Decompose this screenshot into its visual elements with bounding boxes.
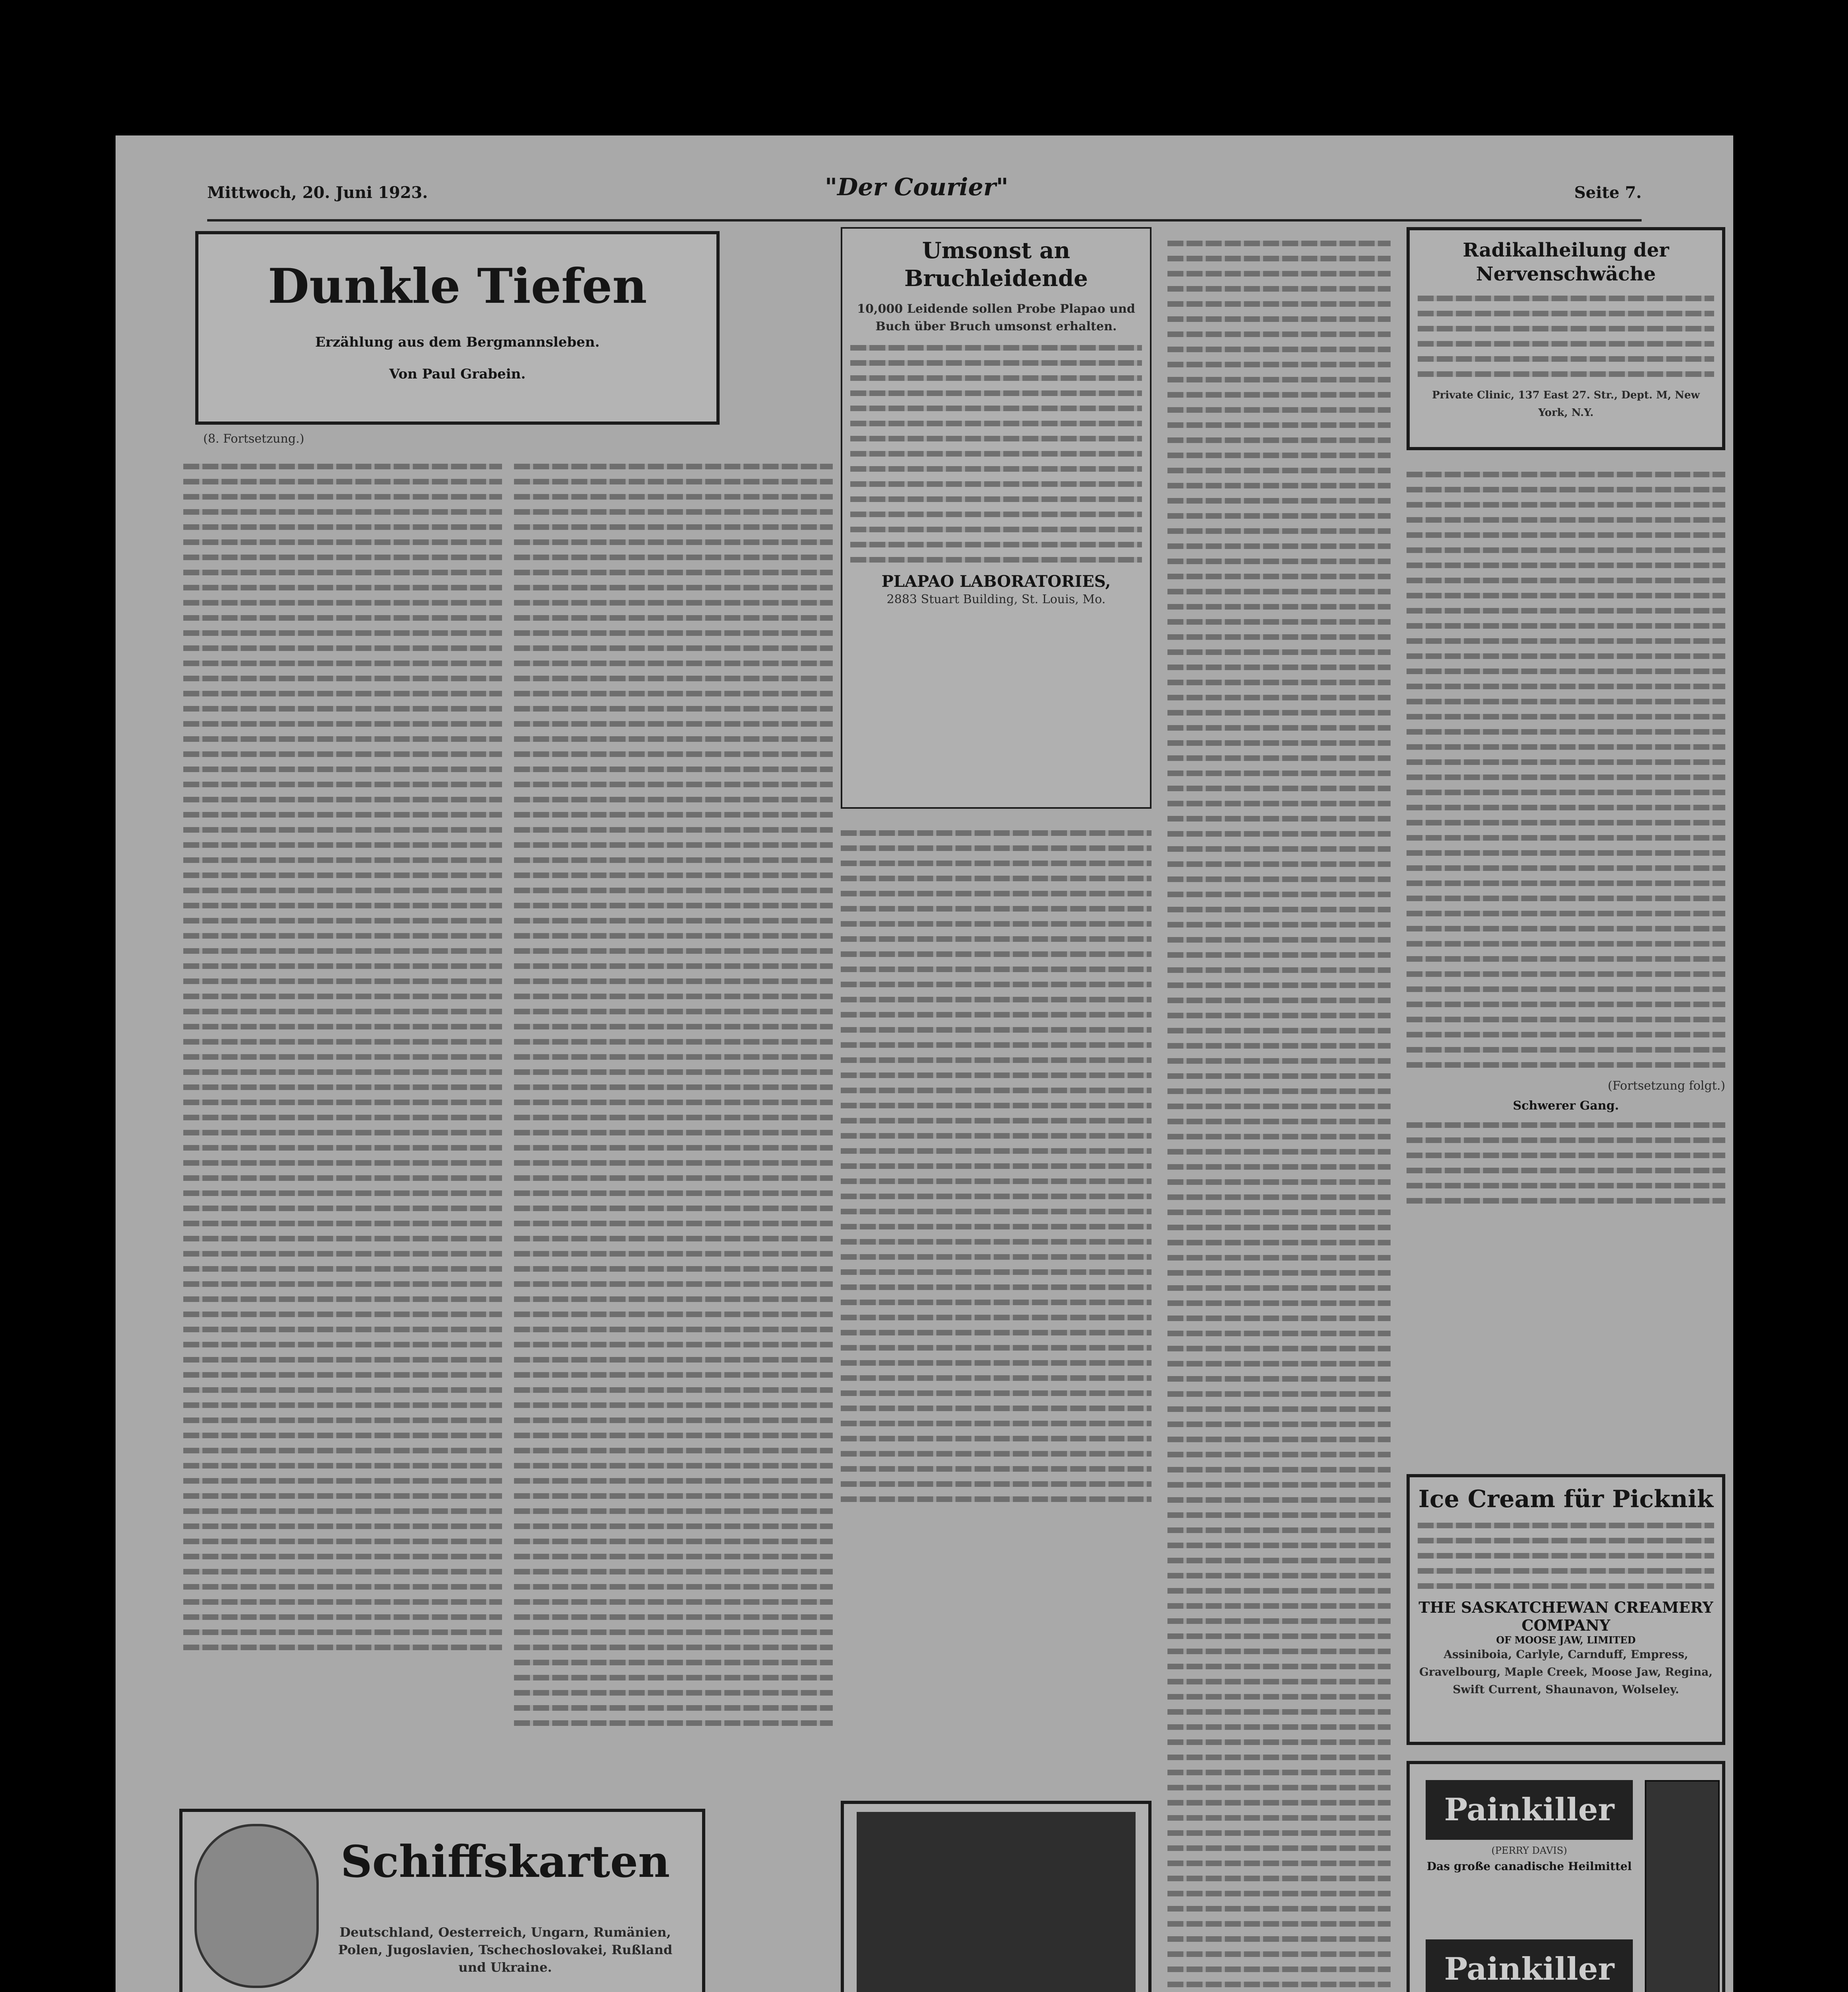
story-column-5 <box>1407 462 1725 1213</box>
story-title-box <box>195 231 720 425</box>
painkiller-brand-top: Painkiller <box>1426 1780 1633 1840</box>
story-title: Dunkle Tiefen <box>268 258 647 314</box>
schwerer-gang-title: Schwerer Gang. <box>1513 1099 1619 1113</box>
header-date: Mittwoch, 20. Juni 1923. <box>207 183 428 202</box>
rupture-ad-title: Umsonst an Bruchleidende <box>904 237 1088 292</box>
icecream-ad-towns: Assiniboia, Carlyle, Carnduff, Empress, Gravelbourg, Maple Creek, Moose Jaw, Regina, Swift Current, Shaunavon, Wolseley. <box>1419 1648 1713 1696</box>
newspaper-page <box>116 135 1733 1992</box>
ship-ad-countries: Deutschland, Oesterreich, Ungarn, Rumänien, Polen, Jugoslavien, Tschechoslovakei, Rußland und Ukraine. <box>338 1925 673 1975</box>
hand-jar-image <box>857 1812 1136 1992</box>
icecream-ad-title: Ice Cream für Picknik <box>1418 1485 1714 1513</box>
mentholatum-ad <box>841 1801 1152 1992</box>
icecream-ad <box>1407 1474 1725 1745</box>
story-continuation: (8. Fortsetzung.) <box>203 432 304 446</box>
story-closing: (Fortsetzung folgt.) <box>1608 1079 1725 1093</box>
story-column-4 <box>1167 231 1391 1992</box>
painkiller-maker: (PERRY DAVIS) <box>1491 1845 1567 1856</box>
ship-icon <box>194 1824 319 1988</box>
page-header <box>207 171 1642 219</box>
painkiller-ad <box>1407 1761 1725 1992</box>
rupture-ad-line: 10,000 Leidende sollen Probe Plapao und Buch über Bruch umsonst erhalten. <box>857 302 1135 333</box>
rupture-ad-company: PLAPAO LABORATORIES, <box>881 572 1111 591</box>
story-author: Von Paul Grabein. <box>389 366 526 382</box>
header-rule <box>207 219 1642 222</box>
ship-tickets-ad <box>179 1809 705 1992</box>
painkiller-tagline: Das große canadische Heilmittel <box>1426 1860 1632 1873</box>
nerves-ad <box>1407 227 1725 450</box>
header-page-number: Seite 7. <box>1574 183 1642 202</box>
story-column-1 <box>183 454 502 1660</box>
story-column-2 <box>514 454 833 1735</box>
painkiller-brand-bottom: Painkiller <box>1426 1939 1633 1992</box>
rupture-ad-address: 2883 Stuart Building, St. Louis, Mo. <box>887 592 1106 606</box>
nerves-ad-title: Radikalheilung der Nervenschwäche <box>1463 239 1669 285</box>
nerves-ad-address: Private Clinic, 137 East 27. Str., Dept. M, New York, N.Y. <box>1432 389 1700 419</box>
story-subtitle: Erzählung aus dem Bergmannsleben. <box>315 334 600 350</box>
icecream-ad-sub: OF MOOSE JAW, LIMITED <box>1496 1634 1636 1646</box>
icecream-ad-company: THE SASKATCHEWAN CREAMERY COMPANY <box>1418 1598 1713 1634</box>
story-column-3 <box>841 821 1152 1512</box>
header-masthead: "Der Courier" <box>825 173 1008 201</box>
painkiller-bottle-image <box>1645 1780 1720 1992</box>
ship-ad-title: Schiffskarten <box>340 1836 670 1887</box>
rupture-ad <box>841 227 1152 809</box>
